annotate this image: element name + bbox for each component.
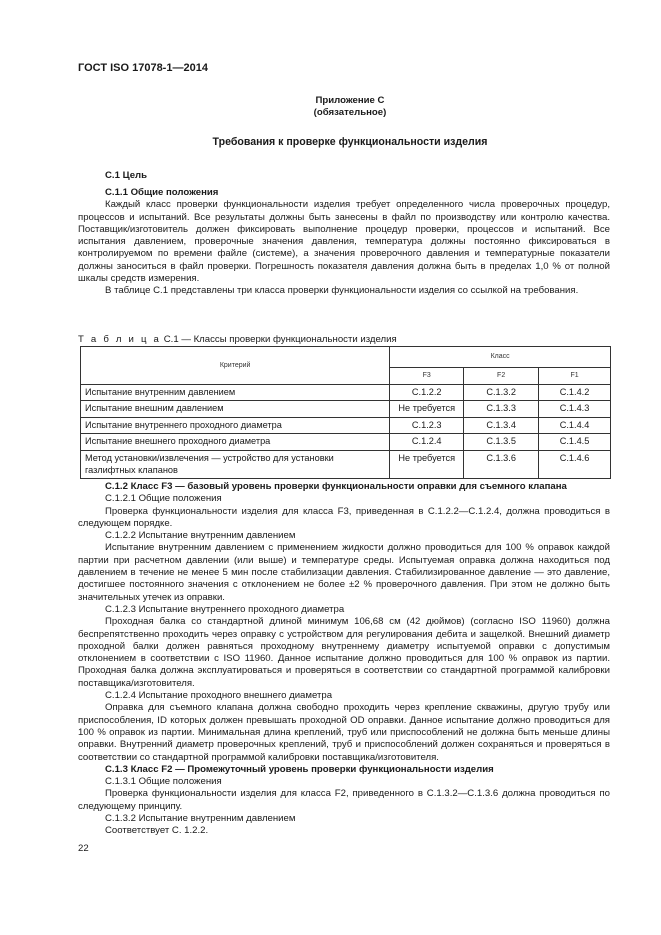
cell-criterion: Испытание внешнего проходного диаметра <box>81 434 390 451</box>
section-c11-paragraph-2: В таблице С.1 представлены три класса проверки функциональности изделия со ссылкой на требования. <box>105 285 579 297</box>
section-c121-paragraph: Проверка функциональности изделия для класса F3, приведенная в С.1.2.2—С.1.2.4, должна проводиться в следующем порядке. <box>78 505 610 529</box>
section-c131-heading: С.1.3.1 Общие положения <box>105 776 222 788</box>
cell-criterion: Испытание внутреннего проходного диаметра <box>81 417 390 434</box>
cell-criterion: Испытание внутренним давлением <box>81 384 390 401</box>
cell-criterion: Метод установки/извлечения — устройство для установки газлифтных клапанов <box>81 450 390 478</box>
section-c123-heading: С.1.2.3 Испытание внутреннего проходного диаметра <box>105 603 345 615</box>
classes-table <box>80 346 611 479</box>
cell-f2: С.1.3.4 <box>464 417 539 434</box>
header-criterion: Критерий <box>81 347 390 385</box>
table-caption <box>78 334 397 346</box>
cell-f1: С.1.4.4 <box>539 417 611 434</box>
table-row <box>81 401 611 418</box>
appendix-subtitle: (обязательное) <box>313 107 387 118</box>
cell-f3: С.1.2.2 <box>390 384 464 401</box>
header-class: Класс <box>390 347 611 368</box>
cell-f2: С.1.3.2 <box>464 384 539 401</box>
section-c1 <box>78 170 610 182</box>
section-c123-paragraph: Проходная балка со стандартной длиной минимум 106,68 см (42 дюймов) (согласно ISO 11960) должна беспрепятственно проходить через оправку с устройством для регулирования дебита и защелкой. Внешний диаметр проходной балки должен равняться проходному внутреннему диаметру испытуемой оправки с допустимым отклонением в соответствии с ISO 11960. Данное испытание должно проводиться для 100 % оправок из партии. Проходная балка должна эксплуатироваться и проверяться в соответствии со стандартной программой калибровки поставщика/изготовителя. <box>78 616 610 689</box>
cell-f1: С.1.4.3 <box>539 401 611 418</box>
section-c12-heading: С.1.2 Класс F3 — базовый уровень проверки функциональности оправки для съемного клапана <box>105 481 567 492</box>
header-f1: F1 <box>539 368 611 385</box>
section-c12 <box>78 481 610 838</box>
document-header: ГОСТ ISO 17078-1—2014 <box>78 62 208 74</box>
cell-f3: Не требуется <box>390 450 464 478</box>
cell-f3: Не требуется <box>390 401 464 418</box>
section-c122-heading: С.1.2.2 Испытание внутренним давлением <box>105 530 296 542</box>
section-c121-heading: С.1.2.1 Общие положения <box>105 493 222 505</box>
table-row <box>81 434 611 451</box>
cell-f2: С.1.3.6 <box>464 450 539 478</box>
section-c132-paragraph: Соответствует С. 1.2.2. <box>105 825 209 837</box>
cell-criterion: Испытание внешним давлением <box>81 401 390 418</box>
table-row <box>81 384 611 401</box>
cell-f1: С.1.4.2 <box>539 384 611 401</box>
appendix-title: Приложение С <box>315 95 385 106</box>
cell-f3: С.1.2.4 <box>390 434 464 451</box>
section-c13-heading: С.1.3 Класс F2 — Промежуточный уровень проверки функциональности изделия <box>105 763 494 775</box>
section-c132-heading: С.1.3.2 Испытание внутренним давлением <box>105 813 296 825</box>
cell-f1: С.1.4.6 <box>539 450 611 478</box>
section-c131-paragraph: Проверка функциональности изделия для класса F2, приведенного в С.1.3.2—С.1.3.6 должна проводиться по следующему принципу. <box>78 788 610 812</box>
table-caption-text: С.1 — Классы проверки функциональности изделия <box>161 334 397 345</box>
cell-f1: С.1.4.5 <box>539 434 611 451</box>
section-c11-paragraph-1: Каждый класс проверки функциональности изделия требует определенного числа проверочных процедур, процессов и испытаний. Все результаты должны быть занесены в файл по производству или контролю качества. Поставщик/изготовитель должен фиксировать выполнение процедур проверки, процессов и испытаний. Все испытания давлением, проверочные значения давления, температура должны постоянно фиксироваться в контролируемом по времени файле (системе), а значения проверочного давления и температурные показатели должны заноситься в файл проверки. Погрешность показателя давления должна быть в пределах 1,0 % от полной шкалы средств измерения. <box>78 199 610 285</box>
header-f2: F2 <box>464 368 539 385</box>
cell-f2: С.1.3.5 <box>464 434 539 451</box>
main-title: Требования к проверке функциональности изделия <box>212 136 488 148</box>
section-c124-heading: С.1.2.4 Испытание проходного внешнего диаметра <box>105 690 333 702</box>
header-f3: F3 <box>390 368 464 385</box>
table-row <box>81 450 611 478</box>
table-header-row <box>81 347 611 368</box>
section-c11 <box>78 187 610 298</box>
section-c122-paragraph: Испытание внутренним давлением с применением жидкости должно проводиться для 100 % оправок каждой партии при расчетном давлении (или выше) и температуре среды. Испытуемая оправка должна находиться под давлением в течение не менее 5 мин после стабилизации давления. Стабилизированное давление — это давление, достигшее постоянного значения с отклонением не более ±2 % проверочного давления. При этом не должно быть значительных утечек из оправки. <box>78 542 610 603</box>
table-caption-prefix: Т а б л и ц а <box>78 334 162 345</box>
section-c11-heading: С.1.1 Общие положения <box>105 187 219 198</box>
cell-f2: С.1.3.3 <box>464 401 539 418</box>
table-row <box>81 417 611 434</box>
cell-f3: С.1.2.3 <box>390 417 464 434</box>
page-number: 22 <box>78 843 89 854</box>
section-c124-paragraph: Оправка для съемного клапана должна свободно проходить через крепление скважины, другую трубу или приспособления, ID которых должен превышать проходной OD оправки. Данное испытание должно проводиться для 100 % оправок из партии. Минимальная длина креплений, труб или приспособлений не должна быть меньше длины оправки. Внутренний диаметр проверочных креплений, труб и приспособлений должен сохраняться и проверяться в соответствии со стандартной программой калибровки поставщика/изготовителя. <box>78 702 610 763</box>
section-c1-heading: С.1 Цель <box>105 170 148 181</box>
